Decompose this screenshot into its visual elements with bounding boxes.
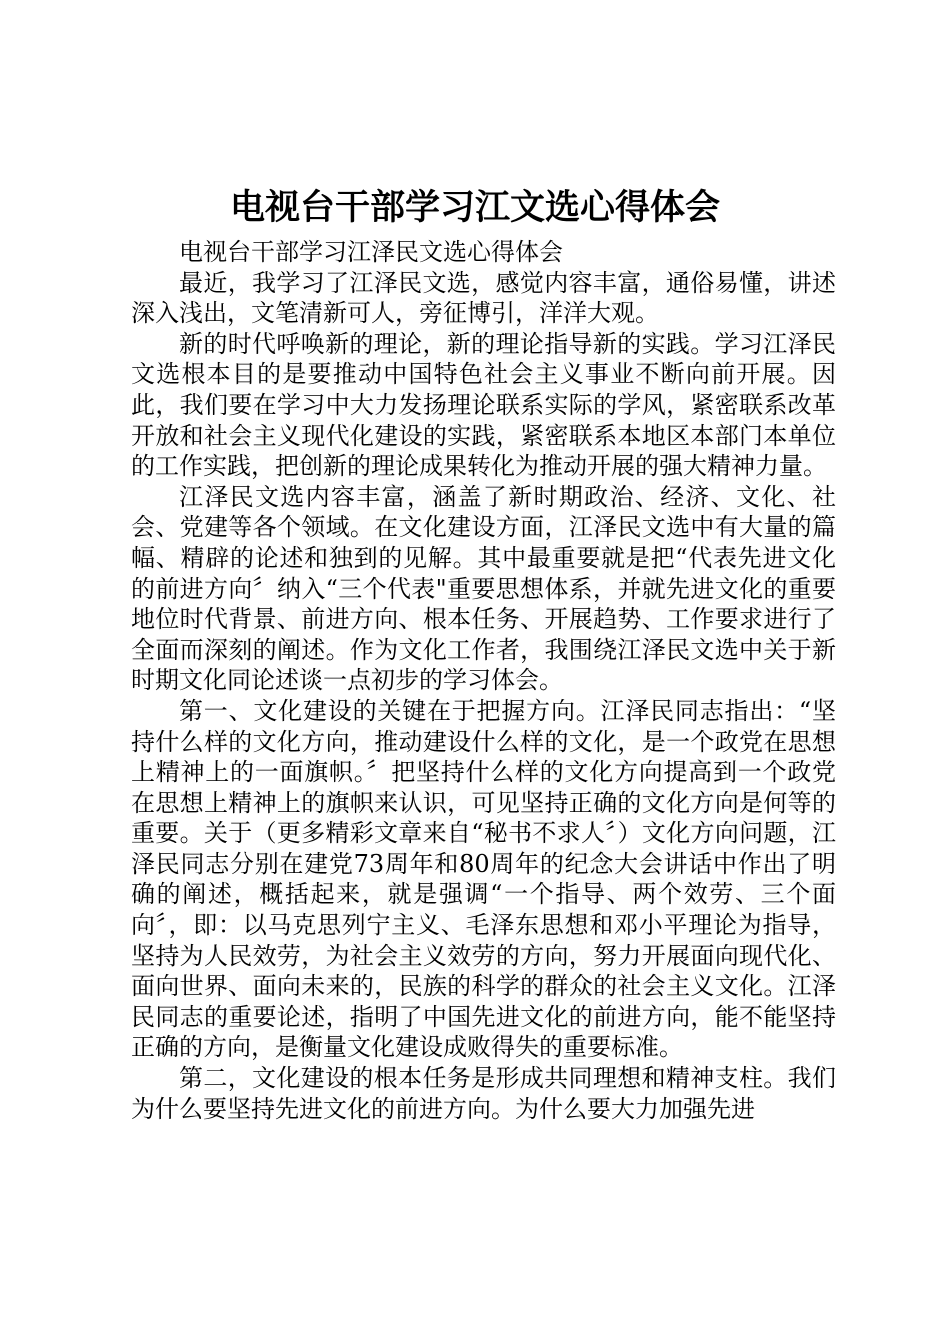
- body-paragraph-theory: 新的时代呼唤新的理论，新的理论指导新的实践。学习江泽民文选根本目的是要推动中国特色社会主义事业不断向前开展。因此，我们要在学习中大力发扬理论联系实际的学风，紧密联系改革开放和社会主义现代化建设的实践，紧密联系本地区本部门本单位的工作实践，把创新的理论成果转化为推动开展的强大精神力量。: [131, 329, 836, 481]
- body-paragraph-intro: 最近，我学习了江泽民文选，感觉内容丰富，通俗易懂，讲述深入浅出，文笔清新可人，旁征博引，洋洋大观。: [131, 268, 836, 328]
- document-body: [131, 237, 836, 1124]
- body-paragraph-first-point: 第一、文化建设的关键在于把握方向。江泽民同志指出：“坚持什么样的文化方向，推动建设什么样的文化，是一个政党在思想上精神上的一面旗帜。〞把坚持什么样的文化方向提高到一个政党在思想上精神上的旗帜来认识，可见坚持正确的文化方向是何等的重要。关于（更多精彩文章来自“秘书不求人〞）文化方向问题，江泽民同志分别在建党73周年和80周年的纪念大会讲话中作出了明确的阐述，概括起来，就是强调“一个指导、两个效劳、三个面向〞，即：以马克思列宁主义、毛泽东思想和邓小平理论为指导，坚持为人民效劳，为社会主义效劳的方向，努力开展面向现代化、面向世界、面向未来的，民族的科学的群众的社会主义文化。江泽民同志的重要论述，指明了中国先进文化的前进方向，能不能坚持正确的方向，是衡量文化建设成败得失的重要标准。: [131, 696, 836, 1062]
- subtitle-paragraph: 电视台干部学习江泽民文选心得体会: [179, 238, 563, 266]
- body-paragraph-second-point: 第二，文化建设的根本任务是形成共同理想和精神支柱。我们为什么要坚持先进文化的前进方向。为什么要大力加强先进: [131, 1064, 836, 1123]
- body-paragraph-content: 江泽民文选内容丰富，涵盖了新时期政治、经济、文化、社会、党建等各个领域。在文化建设方面，江泽民文选中有大量的篇幅、精辟的论述和独到的见解。其中最重要就是把“代表先进文化的前进方向〞纳入“三个代表"重要思想体系，并就先进文化的重要地位时代背景、前进方向、根本任务、开展趋势、工作要求进行了全面而深刻的阐述。作为文化工作者，我围绕江泽民文选中关于新时期文化同论述谈一点初步的学习体会。: [131, 482, 836, 695]
- document-title: 电视台干部学习江文选心得体会: [229, 187, 720, 228]
